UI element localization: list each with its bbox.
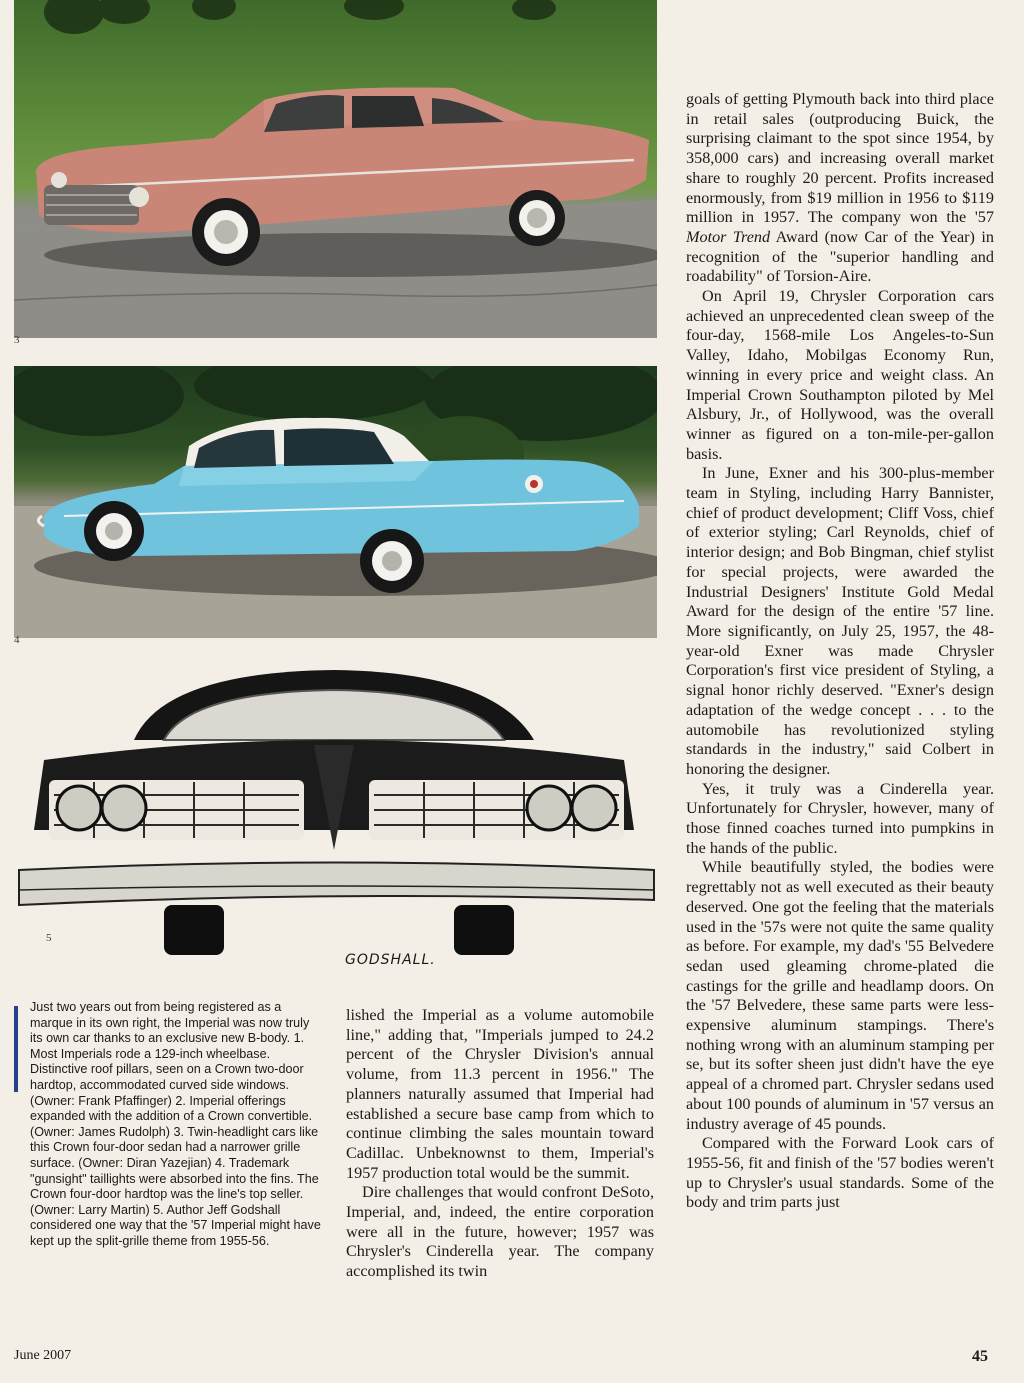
photo-caption: Just two years out from being registered as a marque in its own right, the Imperial was now truly its own car thanks to an exclusive new B-body. 1. Most Imperials rode a 129-inch wheelbase. Distinctive roof pillars, seen on a Crown two-door hardtop, accommodated curved side windows. (Owner: Frank Pfaffinger) 2. Imperial offerings expanded with the addition of a Crown convertible. (Owner: James Rudolph) 3. Twin-headlight cars like this Crown four-door sedan had a narrower grille surface. (Owner: Diran Yazejian) 4. Trademark "gunsight" taillights were absorbed into the fins. The Crown four-door hardtop was the line's top seller. (Owner: Larry Martin) 5. Author Jeff Godshall considered one way that the '57 Imperial might have kept up the split-grille theme from 1955-56. xyxy=(30,1000,321,1248)
figure-number-3: 3 xyxy=(14,334,20,346)
paragraph: While beautifully styled, the bodies were regrettably not as well executed as their beauty deserved. One got the feeling that the materials used in the '57s were not quite the same quality as before. For example, my dad's '55 Belvedere sedan used gleaming chrome-plated die castings for the grille and headlamp doors. On the '57 Belvedere, these same parts were less-expensive aluminum stampings. There's nothing wrong with an aluminum stamping per se, but its softer sheen just didn't have the eye appeal of a chromed part. Chrysler sedans used about 100 pounds of aluminum in '57 versus an industry average of 45 pounds. xyxy=(686,858,994,1133)
figure-number-5: 5 xyxy=(46,932,52,944)
paragraph: Compared with the Forward Look cars of 1955-56, fit and finish of the '57 bodies weren't up to Chrysler's usual standards. Some of the body and trim parts just xyxy=(686,1134,994,1212)
artist-signature: GODSHALL. xyxy=(345,952,436,968)
illustration-split-grille xyxy=(14,650,657,980)
paragraph: Dire challenges that would confront DeSoto, Imperial, and, indeed, the entire corporation were all in the future, however; 1957 was Chrysler's Cinderella year. The company accomplished its twin xyxy=(346,1183,654,1281)
article-column-right xyxy=(686,90,994,1213)
issue-date: June 2007 xyxy=(14,1348,72,1363)
paragraph: lished the Imperial as a volume automobile line," adding that, "Imperials jumped to 24.2 percent of the Chrysler Division's annual volume, from 11.3 percent in 1956." The planners naturally assumed that Imperial had established a secure base camp from which to continue climbing the sales mountain toward Cadillac. Unbeknownst to them, Imperial's 1957 production total would be the summit. xyxy=(346,1006,654,1182)
pink-sedan-illustration xyxy=(14,0,657,338)
page-number: 45 xyxy=(972,1348,988,1365)
photo-blue-imperial-hardtop xyxy=(14,366,657,638)
article-column-middle xyxy=(346,1006,654,1282)
magazine-name: Motor Trend xyxy=(686,227,771,246)
paragraph: In June, Exner and his 300-plus-member team in Styling, including Harry Bannister, chief of product development; Cliff Voss, chief of exterior styling; Carl Reynolds, chief of interior design; and Bob Bingman, chief stylist for special projects, were awarded the Industrial Designers' Institute Gold Medal Award for the design of the entire '57 line. More significantly, on July 25, 1957, the 48-year-old Exner was made Chrysler Corporation's first vice president of Styling, a signal honor richly deserved. "Exner's design adaptation of the wedge concept . . . to the automobile has revolutionized styling standards in the industry," said Colbert in honoring the designer. xyxy=(686,464,994,778)
blue-hardtop-illustration xyxy=(14,366,657,638)
split-grille-drawing xyxy=(14,650,657,980)
photo-pink-imperial-sedan xyxy=(14,0,657,338)
paragraph-text: Award (now Car of the Year) in recognition of the "superior handling and roadability" of Torsion-Aire. xyxy=(686,227,994,286)
paragraph-text: goals of getting Plymouth back into third place in retail sales (outproducing Buick, the surprising claimant to the spot since 1954, by 358,000 cars) and increasing overall market share to roughly 20 percent. Profits increased enormously, from $19 million in 1956 to $119 million in 1957. The company won the '57 xyxy=(686,90,994,227)
paragraph: On April 19, Chrysler Corporation cars achieved an unprecedented clean sweep of the four-day, 1568-mile Los Angeles-to-Sun Valley, Idaho, Mobilgas Economy Run, winning in every price and weight class. An Imperial Crown Southampton piloted by Mel Alsbury, Jr., of Hollywood, was the overall winner as figured on a ton-mile-per-gallon basis. xyxy=(686,287,994,463)
figure-number-4: 4 xyxy=(14,634,20,646)
caption-accent-bar xyxy=(14,1006,18,1092)
paragraph: Yes, it truly was a Cinderella year. Unfortunately for Chrysler, however, many of those finned coaches turned into pumpkins in the hands of the public. xyxy=(686,779,994,857)
paragraph xyxy=(686,90,994,287)
